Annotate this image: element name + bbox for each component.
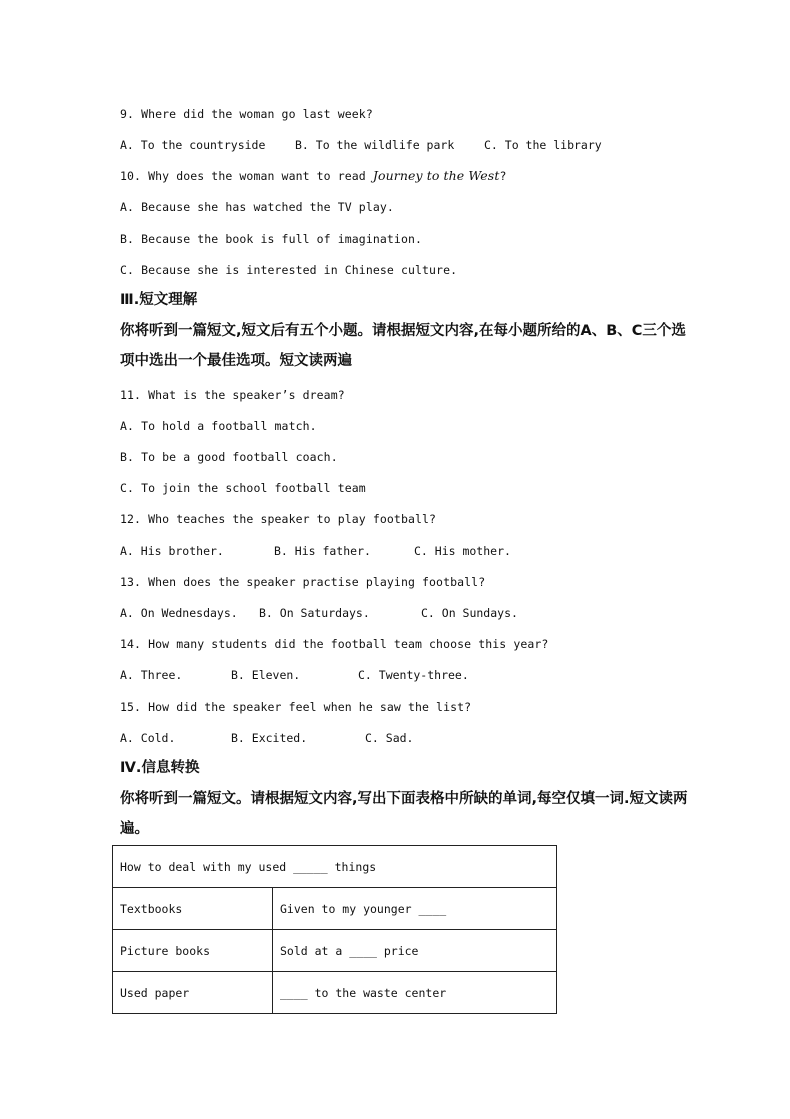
table-cell-action: ____ to the waste center bbox=[273, 972, 557, 1014]
question-15: 15. How did the speaker feel when he saw the list? bbox=[120, 700, 472, 714]
q13-option-c: C. On Sundays. bbox=[421, 606, 518, 620]
table-header-row bbox=[113, 846, 557, 888]
q10-prefix: 10. Why does the woman want to read bbox=[120, 169, 373, 183]
q14-option-a: A. Three. bbox=[120, 668, 183, 682]
table-cell-action: Given to my younger ____ bbox=[273, 888, 557, 930]
q15-option-a: A. Cold. bbox=[120, 731, 176, 745]
table-row bbox=[113, 972, 557, 1014]
question-11: 11. What is the speaker’s dream? bbox=[120, 388, 345, 402]
part4-instruction-line2: 遍。 bbox=[120, 821, 149, 837]
part4-heading: Ⅳ.信息转换 bbox=[120, 760, 200, 776]
q13-option-a: A. On Wednesdays. bbox=[120, 606, 238, 620]
q12-option-a: A. His brother. bbox=[120, 544, 224, 558]
part4-instruction-line1: 你将听到一篇短文。请根据短文内容,写出下面表格中所缺的单词,每空仅填一词.短文读两 bbox=[120, 791, 688, 807]
table-row bbox=[113, 930, 557, 972]
q11-option-c: C. To join the school football team bbox=[120, 481, 366, 495]
question-10 bbox=[120, 168, 506, 184]
q14-option-c: C. Twenty-three. bbox=[358, 668, 469, 682]
q10-book-title: Journey to the West bbox=[372, 168, 500, 183]
table-cell-item: Used paper bbox=[113, 972, 273, 1014]
q14-option-b: B. Eleven. bbox=[231, 668, 301, 682]
table-cell-item: Textbooks bbox=[113, 888, 273, 930]
q12-option-c: C. His mother. bbox=[414, 544, 511, 558]
q10-option-a: A. Because she has watched the TV play. bbox=[120, 200, 394, 214]
table-row bbox=[113, 888, 557, 930]
q12-option-b: B. His father. bbox=[274, 544, 371, 558]
q9-option-c: C. To the library bbox=[484, 138, 602, 152]
q11-option-b: B. To be a good football coach. bbox=[120, 450, 338, 464]
table-cell-item: Picture books bbox=[113, 930, 273, 972]
question-9: 9. Where did the woman go last week? bbox=[120, 107, 373, 121]
q10-option-c: C. Because she is interested in Chinese culture. bbox=[120, 263, 458, 277]
table-header: How to deal with my used _____ things bbox=[113, 846, 557, 888]
q9-option-b: B. To the wildlife park bbox=[295, 138, 455, 152]
q15-option-b: B. Excited. bbox=[231, 731, 308, 745]
table-cell-action: Sold at a ____ price bbox=[273, 930, 557, 972]
q10-option-b: B. Because the book is full of imagination. bbox=[120, 232, 423, 246]
question-12: 12. Who teaches the speaker to play football? bbox=[120, 512, 437, 526]
info-table bbox=[112, 845, 557, 1014]
q15-option-c: C. Sad. bbox=[365, 731, 414, 745]
part3-heading: Ⅲ.短文理解 bbox=[120, 292, 198, 308]
part3-instruction-line1: 你将听到一篇短文,短文后有五个小题。请根据短文内容,在每小题所给的A、B、C三个选 bbox=[120, 323, 686, 339]
q10-suffix: ? bbox=[499, 169, 507, 183]
question-14: 14. How many students did the football team choose this year? bbox=[120, 637, 549, 651]
part3-instruction-line2: 项中选出一个最佳选项。短文读两遍 bbox=[120, 353, 352, 369]
q11-option-a: A. To hold a football match. bbox=[120, 419, 317, 433]
q9-option-a: A. To the countryside bbox=[120, 138, 266, 152]
q13-option-b: B. On Saturdays. bbox=[259, 606, 370, 620]
question-13: 13. When does the speaker practise playing football? bbox=[120, 575, 486, 589]
